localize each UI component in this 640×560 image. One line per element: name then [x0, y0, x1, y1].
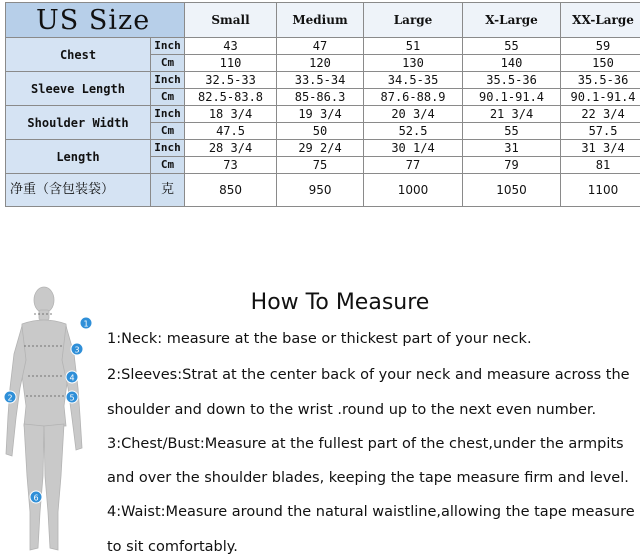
table-cell: 120	[277, 55, 364, 72]
table-cell: 950	[277, 174, 364, 207]
table-cell: 90.1-91.4	[463, 89, 561, 106]
measure-instruction-line: 4:Waist:Measure around the natural waistline,allowing the tape measure	[107, 504, 635, 520]
marker-label: 6	[33, 493, 39, 503]
unit-label: Cm	[151, 123, 185, 140]
weight-unit-label: 克	[151, 174, 185, 207]
table-cell: 1000	[364, 174, 463, 207]
table-cell: 31 3/4	[561, 140, 640, 157]
measurement-label-shoulder-width: Shoulder Width	[6, 106, 151, 140]
unit-label: Inch	[151, 106, 185, 123]
table-cell: 150	[561, 55, 640, 72]
table-cell: 75	[277, 157, 364, 174]
size-header-row	[6, 3, 640, 38]
table-cell: 82.5-83.8	[185, 89, 277, 106]
table-cell: 1100	[561, 174, 640, 207]
unit-label: Inch	[151, 38, 185, 55]
body-measurement-figure	[0, 276, 100, 560]
table-cell: 20 3/4	[364, 106, 463, 123]
table-cell: 30 1/4	[364, 140, 463, 157]
table-cell: 47.5	[185, 123, 277, 140]
table-cell: 57.5	[561, 123, 640, 140]
marker-label: 1	[83, 319, 89, 329]
net-weight-label: 净重（含包装袋）	[6, 174, 151, 207]
table-cell: 47	[277, 38, 364, 55]
weight-row	[6, 174, 640, 207]
marker-label: 4	[69, 373, 75, 383]
table-row	[6, 140, 640, 157]
size-header-large: Large	[364, 3, 463, 38]
unit-label: Inch	[151, 140, 185, 157]
table-cell: 59	[561, 38, 640, 55]
marker-3	[71, 343, 83, 355]
table-cell: 35.5-36	[463, 72, 561, 89]
table-cell: 21 3/4	[463, 106, 561, 123]
marker-6	[30, 491, 42, 503]
marker-4	[66, 371, 78, 383]
table-cell: 31	[463, 140, 561, 157]
unit-label: Cm	[151, 157, 185, 174]
table-cell: 51	[364, 38, 463, 55]
measurement-label-length: Length	[6, 140, 151, 174]
table-cell: 110	[185, 55, 277, 72]
size-header-x-large: X-Large	[463, 3, 561, 38]
marker-label: 2	[7, 393, 13, 403]
table-cell: 35.5-36	[561, 72, 640, 89]
table-cell: 18 3/4	[185, 106, 277, 123]
measure-instruction-line: shoulder and down to the wrist .round up to the next even number.	[107, 402, 597, 418]
table-cell: 55	[463, 123, 561, 140]
table-cell: 850	[185, 174, 277, 207]
table-cell: 43	[185, 38, 277, 55]
table-cell: 79	[463, 157, 561, 174]
measure-instruction-line: 3:Chest/Bust:Measure at the fullest part of the chest,under the armpits	[107, 436, 624, 452]
table-cell: 81	[561, 157, 640, 174]
table-cell: 90.1-91.4	[561, 89, 640, 106]
table-cell: 77	[364, 157, 463, 174]
table-cell: 1050	[463, 174, 561, 207]
table-cell: 73	[185, 157, 277, 174]
table-cell: 33.5-34	[277, 72, 364, 89]
measure-instruction-line: 1:Neck: measure at the base or thickest part of your neck.	[107, 331, 532, 347]
table-cell: 32.5-33	[185, 72, 277, 89]
unit-label: Inch	[151, 72, 185, 89]
size-header-small: Small	[185, 3, 277, 38]
marker-1	[80, 317, 92, 329]
table-cell: 130	[364, 55, 463, 72]
unit-label: Cm	[151, 55, 185, 72]
table-row	[6, 72, 640, 89]
table-cell: 87.6-88.9	[364, 89, 463, 106]
marker-label: 5	[69, 393, 75, 403]
table-row	[6, 106, 640, 123]
measurement-label-sleeve-length: Sleeve Length	[6, 72, 151, 106]
table-cell: 52.5	[364, 123, 463, 140]
table-cell: 34.5-35	[364, 72, 463, 89]
us-size-label: US Size	[6, 3, 185, 38]
table-cell: 22 3/4	[561, 106, 640, 123]
table-cell: 28 3/4	[185, 140, 277, 157]
table-cell: 140	[463, 55, 561, 72]
table-cell: 55	[463, 38, 561, 55]
how-to-measure-title: How To Measure	[250, 290, 430, 315]
measure-instruction-line: to sit comfortably.	[107, 539, 238, 555]
body-silhouette	[6, 287, 82, 550]
table-cell: 19 3/4	[277, 106, 364, 123]
size-header-xx-large: XX-Large	[561, 3, 640, 38]
marker-5	[66, 391, 78, 403]
table-cell: 85-86.3	[277, 89, 364, 106]
measurement-label-chest: Chest	[6, 38, 151, 72]
marker-2	[4, 391, 16, 403]
measure-instruction-line: 2:Sleeves:Strat at the center back of your neck and measure across the	[107, 367, 630, 383]
size-header-medium: Medium	[277, 3, 364, 38]
size-chart-table	[5, 2, 640, 207]
table-cell: 29 2/4	[277, 140, 364, 157]
measure-instruction-line: and over the shoulder blades, keeping the tape measure firm and level.	[107, 470, 629, 486]
table-cell: 50	[277, 123, 364, 140]
unit-label: Cm	[151, 89, 185, 106]
marker-label: 3	[74, 345, 80, 355]
table-row	[6, 38, 640, 55]
